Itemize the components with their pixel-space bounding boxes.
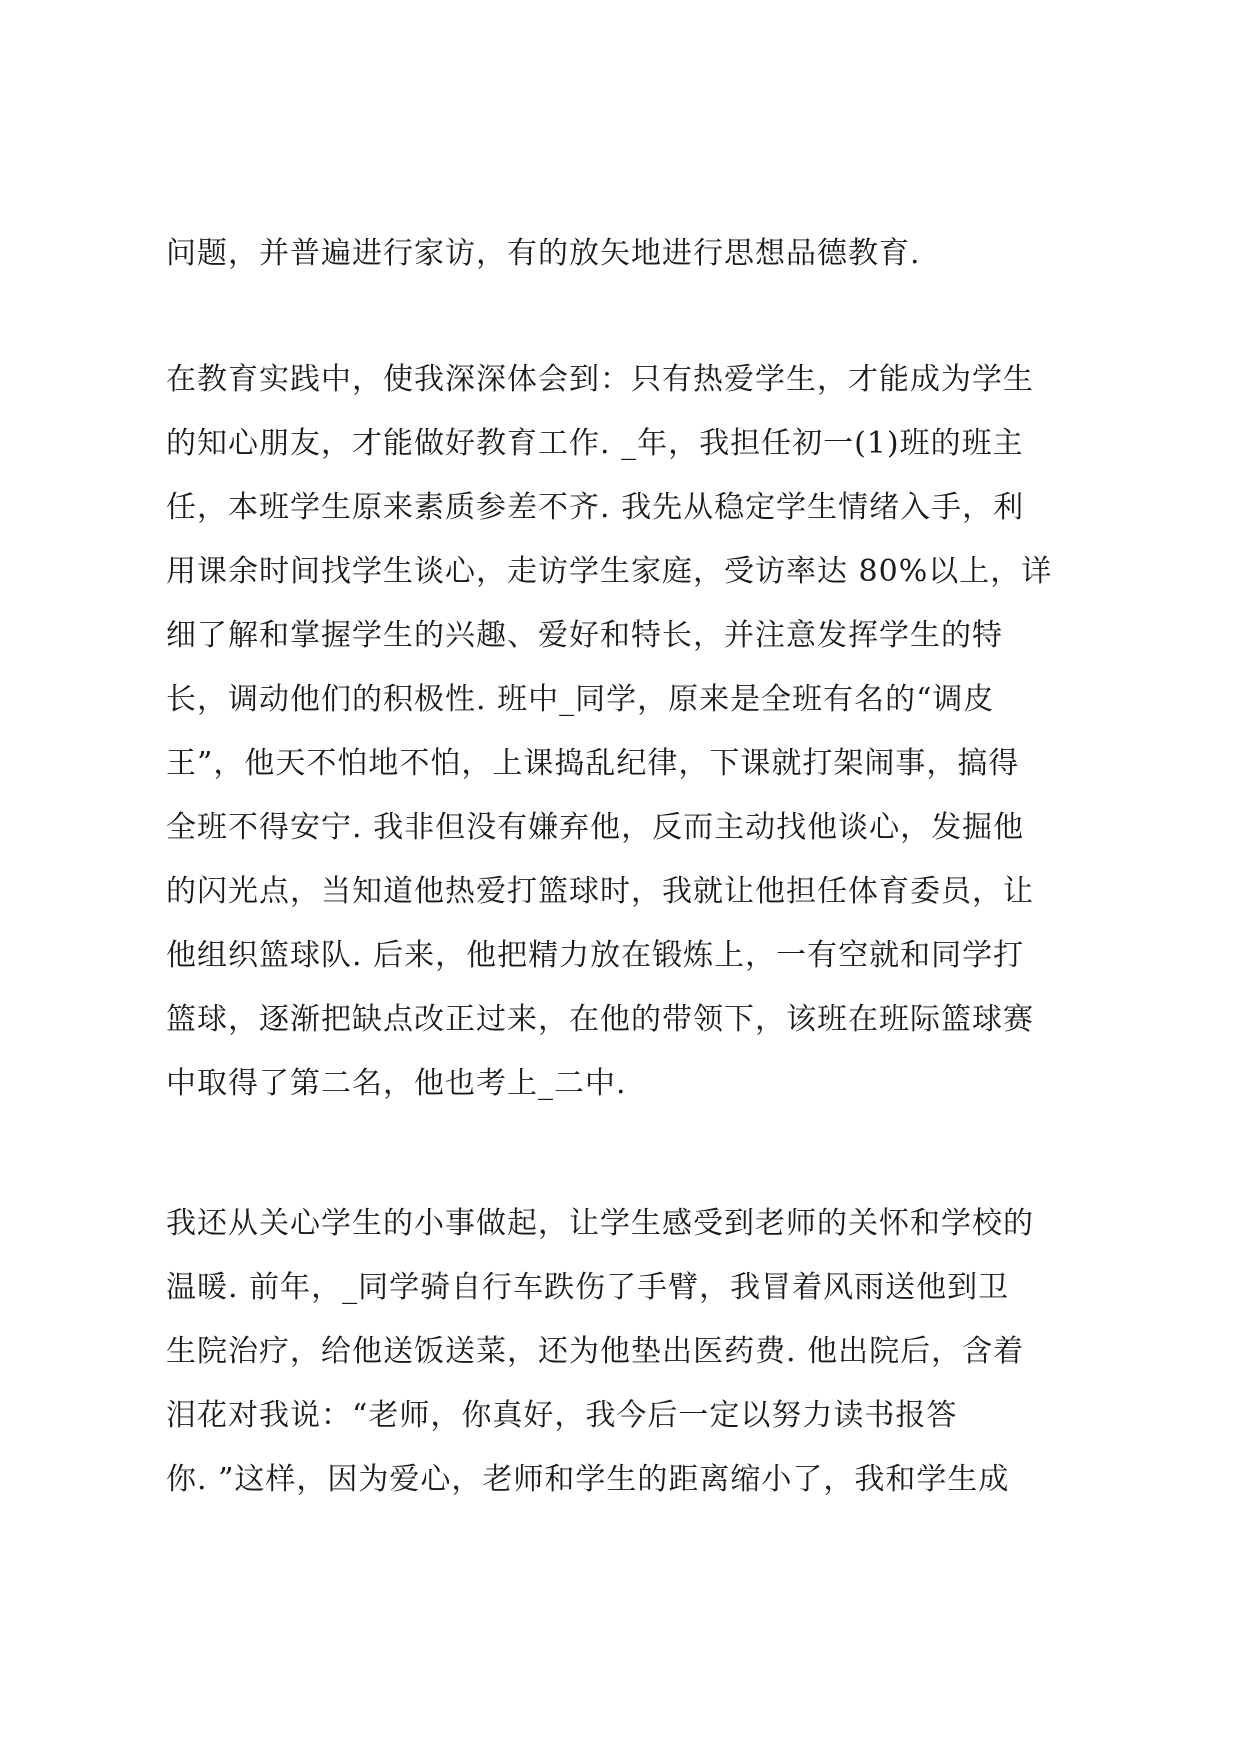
- text-line: 的闪光点，当知道他热爱打篮球时，我就让他担任体育委员，让: [166, 874, 1034, 909]
- text-line: 生院治疗，给他送饭送菜，还为他垫出医药费. 他出院后，含着: [166, 1334, 1025, 1369]
- text-line: 的知心朋友，才能做好教育工作. _年，我担任初一(1)班的班主: [166, 426, 1024, 461]
- text-line: 细了解和掌握学生的兴趣、爱好和特长，并注意发挥学生的特: [166, 618, 1003, 653]
- text-line: 全班不得安宁. 我非但没有嫌弃他，反而主动找他谈心，发掘他: [166, 810, 1025, 845]
- text-line: 王”，他天不怕地不怕，上课捣乱纪律，下课就打架闹事，搞得: [166, 746, 1020, 781]
- text-line: 任，本班学生原来素质参差不齐. 我先从稳定学生情绪入手，利: [166, 490, 1025, 525]
- text-line: 我还从关心学生的小事做起，让学生感受到老师的关怀和学校的: [166, 1206, 1034, 1241]
- text-line: 问题，并普遍进行家访，有的放矢地进行思想品德教育.: [166, 236, 921, 271]
- text-line: 在教育实践中，使我深深体会到：只有热爱学生，才能成为学生: [166, 362, 1034, 397]
- paragraph-1: [166, 222, 1096, 286]
- text-line: 温暖. 前年，_同学骑自行车跌伤了手臂，我冒着风雨送他到卫: [166, 1270, 1010, 1305]
- text-line: 泪花对我说：“老师，你真好，我今后一定以努力读书报答: [166, 1398, 958, 1433]
- text-line: 他组织篮球队. 后来，他把精力放在锻炼上，一有空就和同学打: [166, 938, 1025, 973]
- paragraph-2: [166, 348, 1096, 1116]
- text-line: 篮球，逐渐把缺点改正过来，在他的带领下，该班在班际篮球赛: [166, 1002, 1034, 1037]
- paragraph-3: [166, 1192, 1096, 1512]
- text-line: 你. ”这样，因为爱心，老师和学生的距离缩小了，我和学生成: [166, 1462, 1010, 1497]
- text-line: 中取得了第二名，他也考上_二中.: [166, 1066, 627, 1101]
- text-line: 用课余时间找学生谈心，走访学生家庭，受访率达 80%以上，详: [166, 554, 1053, 589]
- text-line: 长，调动他们的积极性. 班中_同学，原来是全班有名的“调皮: [166, 682, 995, 717]
